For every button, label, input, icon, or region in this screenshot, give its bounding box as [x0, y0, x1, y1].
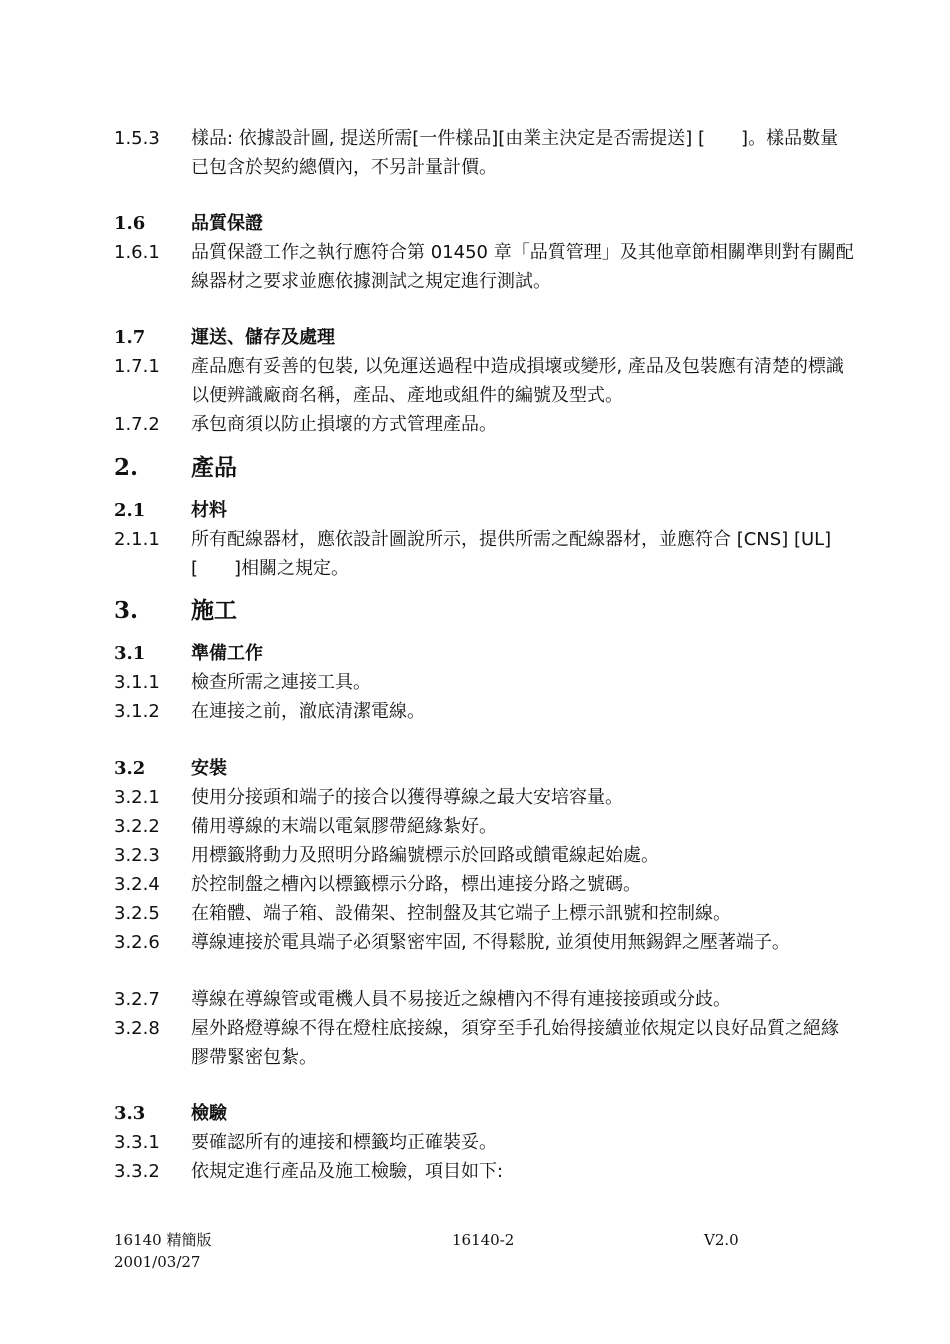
chapter-heading-2 — [114, 452, 237, 484]
chapter-number: 3. — [114, 597, 139, 624]
clause-text: 樣品: 依據設計圖, 提送所需[一件樣品][由業主決定是否需提送] [ ]。樣品數量已包含於契約總價內，不另計量計價。 — [191, 128, 839, 178]
section-heading-3-3 — [114, 1099, 227, 1128]
clause-number: 2.1.1 — [114, 529, 160, 550]
chapter-heading-3 — [114, 595, 237, 627]
clause-number: 3.2.1 — [114, 787, 160, 808]
clause-3-3-2 — [114, 1157, 854, 1186]
clause-2-1-1 — [114, 525, 854, 583]
clause-text: 導線連接於電具端子必須緊密牢固, 不得鬆脫, 並須使用無錫銲之壓著端子。 — [191, 932, 790, 953]
section-title: 運送、儲存及處理 — [191, 327, 335, 348]
section-number: 1.6 — [114, 213, 146, 234]
clause-text: 使用分接頭和端子的接合以獲得導線之最大安培容量。 — [191, 787, 623, 808]
clause-3-2-2 — [114, 812, 854, 841]
clause-text: 於控制盤之槽內以標籤標示分路，標出連接分路之號碼。 — [191, 874, 641, 895]
section-number: 3.1 — [114, 643, 146, 664]
footer-version: V2.0 — [704, 1231, 739, 1249]
clause-3-2-8 — [114, 1014, 854, 1072]
clause-3-2-3 — [114, 841, 854, 870]
clause-3-1-2 — [114, 697, 854, 726]
clause-number: 3.2.3 — [114, 845, 160, 866]
clause-1-7-2 — [114, 410, 854, 439]
clause-text: 要確認所有的連接和標籤均正確裝妥。 — [191, 1132, 497, 1153]
clause-text: 屋外路燈導線不得在燈柱底接線，須穿至手孔始得接續並依規定以良好品質之絕緣膠帶緊密包紮。 — [191, 1018, 839, 1068]
clause-text: 產品應有妥善的包裝, 以免運送過程中造成損壞或變形, 產品及包裝應有清楚的標識以便辨識廠商名稱，產品、產地或組件的編號及型式。 — [191, 356, 844, 406]
clause-3-2-1 — [114, 783, 854, 812]
clause-number: 3.3.2 — [114, 1161, 160, 1182]
clause-number: 3.1.1 — [114, 672, 160, 693]
clause-number: 3.2.4 — [114, 874, 160, 895]
clause-number: 3.2.7 — [114, 989, 160, 1010]
section-heading-1-6 — [114, 209, 263, 238]
clause-number: 3.2.5 — [114, 903, 160, 924]
clause-1-7-1 — [114, 352, 854, 410]
clause-text: 品質保證工作之執行應符合第 01450 章「品質管理」及其他章節相關準則對有關配線器材之要求並應依據測試之規定進行測試。 — [191, 242, 854, 292]
clause-1-5-3 — [114, 124, 854, 182]
clause-1-6-1 — [114, 238, 854, 296]
footer-page-number: 16140-2 — [452, 1231, 515, 1249]
section-number: 2.1 — [114, 500, 146, 521]
clause-3-2-5 — [114, 899, 854, 928]
clause-number: 3.2.8 — [114, 1018, 160, 1039]
footer-date: 2001/03/27 — [114, 1253, 201, 1271]
clause-text: 用標籤將動力及照明分路編號標示於回路或饋電線起始處。 — [191, 845, 659, 866]
section-title: 安裝 — [191, 758, 227, 779]
section-heading-1-7 — [114, 323, 335, 352]
footer-edition: 16140 精簡版 — [114, 1231, 212, 1249]
section-title: 檢驗 — [191, 1103, 227, 1124]
clause-number: 3.1.2 — [114, 701, 160, 722]
chapter-title: 產品 — [191, 454, 237, 481]
clause-number: 1.6.1 — [114, 242, 160, 263]
clause-3-2-4 — [114, 870, 854, 899]
clause-text: 在箱體、端子箱、設備架、控制盤及其它端子上標示訊號和控制線。 — [191, 903, 731, 924]
section-heading-3-2 — [114, 754, 227, 783]
clause-number: 3.3.1 — [114, 1132, 160, 1153]
clause-text: 在連接之前，澈底清潔電線。 — [191, 701, 425, 722]
section-title: 準備工作 — [191, 643, 263, 664]
clause-text: 依規定進行產品及施工檢驗，項目如下: — [191, 1161, 504, 1182]
section-number: 3.2 — [114, 758, 146, 779]
clause-number: 1.7.1 — [114, 356, 160, 377]
section-heading-2-1 — [114, 496, 227, 525]
clause-number: 1.7.2 — [114, 414, 160, 435]
footer-document-version — [114, 1229, 212, 1273]
chapter-title: 施工 — [191, 597, 237, 624]
clause-3-2-7 — [114, 985, 854, 1014]
clause-number: 3.2.2 — [114, 816, 160, 837]
clause-text: 檢查所需之連接工具。 — [191, 672, 371, 693]
section-number: 3.3 — [114, 1103, 146, 1124]
clause-text: 所有配線器材，應依設計圖說所示，提供所需之配線器材，並應符合 [CNS] [UL][ ]相關之規定。 — [191, 529, 832, 579]
clause-text: 導線在導線管或電機人員不易接近之線槽內不得有連接接頭或分歧。 — [191, 989, 731, 1010]
section-heading-3-1 — [114, 639, 263, 668]
section-number: 1.7 — [114, 327, 146, 348]
clause-number: 1.5.3 — [114, 128, 160, 149]
clause-number: 3.2.6 — [114, 932, 160, 953]
chapter-number: 2. — [114, 454, 139, 481]
clause-text: 承包商須以防止損壞的方式管理產品。 — [191, 414, 497, 435]
clause-3-1-1 — [114, 668, 854, 697]
clause-3-3-1 — [114, 1128, 854, 1157]
section-title: 品質保證 — [191, 213, 263, 234]
section-title: 材料 — [191, 500, 227, 521]
clause-3-2-6 — [114, 928, 854, 957]
clause-text: 備用導線的末端以電氣膠帶絕緣紮好。 — [191, 816, 497, 837]
